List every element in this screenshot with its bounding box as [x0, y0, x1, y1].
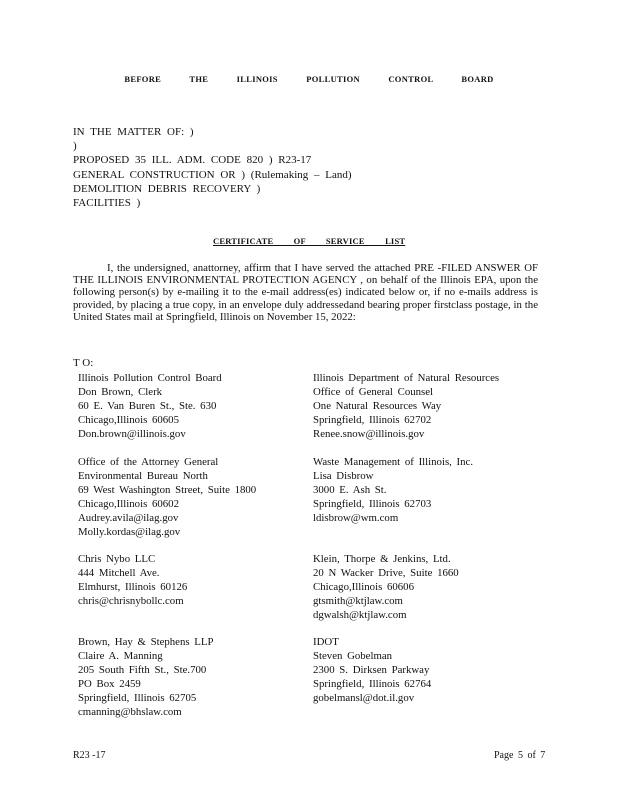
recipient-line: Illinois Pollution Control Board — [78, 372, 222, 384]
recipient-email[interactable]: ldisbrow@wm.com — [313, 512, 399, 524]
recipient-email[interactable]: Molly.kordas@ilag.gov — [78, 526, 181, 538]
certificate-body: I, the undersigned, anattorney, affirm that I have served the attached PRE -FILED ANSWER OF THE ILLINOIS ENVIRONMENTAL PROTECTION AGENCY , on behalf of the Illinois EPA, upon the following person(s) by e-mailing it to the e-mail address(es) indicated below or, if no e-mails address is provided, by placing a true copy, in an envelope duly addressedand bearing proper firstclass postage, in the United States mail at Springfield, Illinois on November 15, 2022: — [73, 262, 538, 323]
recipient-email[interactable]: chris@chrisnybollc.com — [78, 595, 184, 607]
recipient-klein-thorpe-jenkins — [313, 552, 459, 622]
recipient-email[interactable]: Renee.snow@illinois.gov — [313, 428, 425, 440]
recipient-line: Elmhurst, Illinois 60126 — [78, 581, 188, 593]
matter-line: IN THE MATTER OF: ) — [73, 126, 194, 138]
matter-line: ) — [73, 140, 77, 153]
recipient-idot — [313, 635, 431, 705]
matter-line: GENERAL CONSTRUCTION OR ) (Rulemaking – Land) — [73, 168, 352, 181]
recipient-email[interactable]: gtsmith@ktjlaw.com — [313, 595, 403, 607]
recipient-line: Office of General Counsel — [313, 386, 434, 398]
recipient-line: PO Box 2459 — [78, 678, 141, 690]
recipient-line: Chicago,Illinois 60602 — [78, 498, 179, 510]
recipient-line: Chicago,Illinois 60606 — [313, 581, 414, 593]
recipient-line: Klein, Thorpe & Jenkins, Ltd. — [313, 553, 451, 565]
recipient-line: Claire A. Manning — [78, 650, 163, 662]
recipient-email[interactable]: dgwalsh@ktjlaw.com — [313, 609, 407, 621]
recipient-attorney-general — [78, 455, 256, 539]
recipient-idnr — [313, 371, 499, 441]
recipient-line: Brown, Hay & Stephens LLP — [78, 636, 214, 648]
recipient-line: 60 E. Van Buren St., Ste. 630 — [78, 400, 217, 412]
board-caption: BEFORE THE ILLINOIS POLLUTION CONTROL BOARD — [124, 74, 494, 84]
recipient-waste-management — [313, 455, 473, 525]
matter-line: DEMOLITION DEBRIS RECOVERY ) — [73, 182, 261, 195]
recipient-email[interactable]: gobelmansl@dot.il.gov — [313, 692, 415, 704]
recipient-line: Illinois Department of Natural Resources — [313, 372, 500, 384]
footer-docket: R23 -17 — [73, 750, 106, 761]
recipient-brown-hay-stephens — [78, 635, 213, 719]
recipient-email[interactable]: Don.brown@illinois.gov — [78, 428, 186, 440]
recipient-line: Springfield, Illinois 62764 — [313, 678, 432, 690]
recipient-line: 2300 S. Dirksen Parkway — [313, 664, 430, 676]
footer-page-number: Page 5 of 7 — [494, 750, 546, 761]
recipient-email[interactable]: Audrey.avila@ilag.gov — [78, 512, 179, 524]
to-label: T O: — [73, 357, 94, 369]
recipient-chris-nybo — [78, 552, 187, 608]
recipient-line: Don Brown, Clerk — [78, 386, 163, 398]
matter-line: PROPOSED 35 ILL. ADM. CODE 820 ) R23-17 — [73, 154, 312, 167]
recipient-line: Waste Management of Illinois, Inc. — [313, 456, 474, 468]
recipient-line: Office of the Attorney General — [78, 456, 219, 468]
matter-caption — [73, 125, 352, 210]
recipient-line: 205 South Fifth St., Ste.700 — [78, 664, 207, 676]
recipient-line: Springfield, Illinois 62702 — [313, 414, 432, 426]
matter-line: FACILITIES ) — [73, 197, 141, 210]
recipient-line: 444 Mitchell Ave. — [78, 567, 160, 579]
recipient-line: 20 N Wacker Drive, Suite 1660 — [313, 567, 459, 579]
recipient-line: Environmental Bureau North — [78, 470, 208, 482]
recipient-line: Steven Gobelman — [313, 650, 393, 662]
recipient-line: Lisa Disbrow — [313, 470, 374, 482]
recipient-line: Chris Nybo LLC — [78, 553, 156, 565]
recipient-line: IDOT — [313, 636, 339, 648]
recipient-line: 69 West Washington Street, Suite 1800 — [78, 484, 257, 496]
recipient-line: 3000 E. Ash St. — [313, 484, 387, 496]
recipient-line: Springfield, Illinois 62705 — [78, 692, 197, 704]
recipient-ipcb — [78, 371, 222, 441]
recipient-line: Springfield, Illinois 62703 — [313, 498, 432, 510]
certificate-title: CERTIFICATE OF SERVICE LIST — [213, 236, 406, 246]
recipient-line: One Natural Resources Way — [313, 400, 442, 412]
recipient-email[interactable]: cmanning@bhslaw.com — [78, 706, 182, 718]
recipient-line: Chicago,Illinois 60605 — [78, 414, 179, 426]
